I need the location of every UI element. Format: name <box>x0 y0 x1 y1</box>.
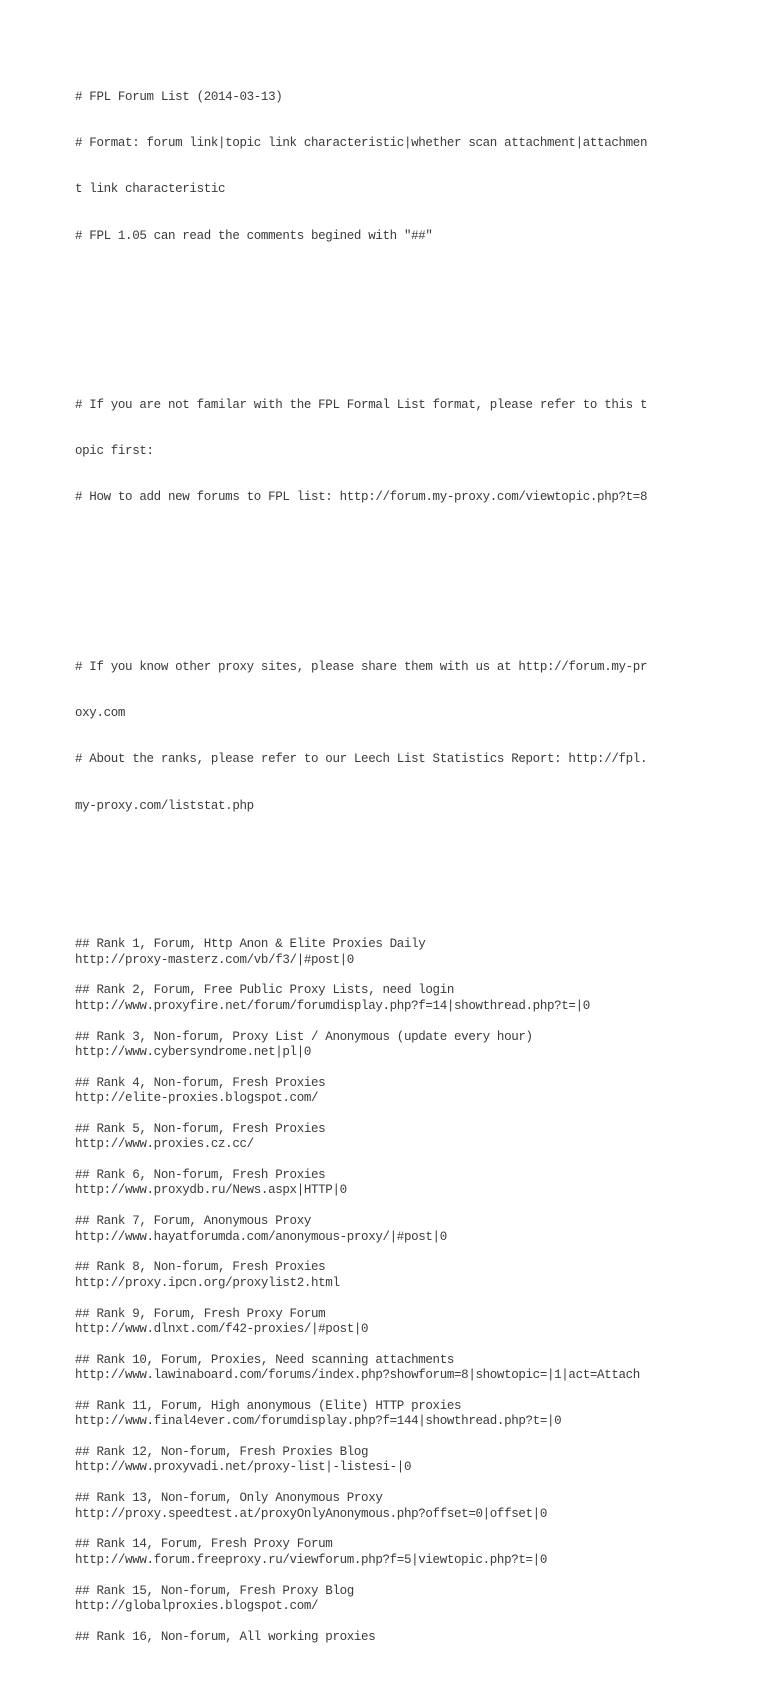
rank-entry <box>75 983 675 1014</box>
rank-comment: ## Rank 15, Non-forum, Fresh Proxy Blog <box>75 1583 354 1598</box>
rank-entry <box>75 1584 675 1615</box>
rank-comment: ## Rank 10, Forum, Proxies, Need scanning attachments <box>75 1352 455 1367</box>
rank-comment: ## Rank 13, Non-forum, Only Anonymous Proxy <box>75 1491 383 1506</box>
blank-line <box>75 306 675 321</box>
notice-line: # About the ranks, please refer to our Leech List Statistics Report: http://fpl. <box>75 752 648 767</box>
rank-entry <box>75 1122 675 1153</box>
forum-url: http://proxy.speedtest.at/proxyOnlyAnonymous.php?offset=0|offset|0 <box>75 1506 547 1521</box>
rank-comment: ## Rank 4, Non-forum, Fresh Proxies <box>75 1075 326 1090</box>
rank-comment: ## Rank 2, Forum, Free Public Proxy Lists, need login <box>75 983 455 998</box>
notice-line: my-proxy.com/liststat.php <box>75 798 254 813</box>
forum-url: http://www.lawinaboard.com/forums/index.php?showforum=8|showtopic=|1|act=Attach <box>75 1368 640 1383</box>
rank-comment: ## Rank 1, Forum, Http Anon & Elite Proxies Daily <box>75 937 426 952</box>
rank-entries-list <box>75 937 675 1645</box>
rank-entry <box>75 1537 675 1568</box>
rank-entry <box>75 1030 675 1061</box>
rank-comment: ## Rank 16, Non-forum, All working proxies <box>75 1629 376 1644</box>
forum-url: http://www.proxyvadi.net/proxy-list|-listesi-|0 <box>75 1460 412 1475</box>
forum-url: http://www.forum.freeproxy.ru/viewforum.php?f=5|viewtopic.php?t=|0 <box>75 1552 547 1567</box>
rank-entry <box>75 1168 675 1199</box>
rank-entry <box>75 1307 675 1338</box>
rank-entry <box>75 937 675 968</box>
forum-url: http://www.proxyfire.net/forum/forumdisplay.php?f=14|showthread.php?t=|0 <box>75 998 590 1013</box>
proxy-list-text <box>75 13 675 1691</box>
rank-comment: ## Rank 8, Non-forum, Fresh Proxies <box>75 1260 326 1275</box>
forum-url: http://www.dlnxt.com/f42-proxies/|#post|0 <box>75 1321 369 1336</box>
notice-block-1 <box>75 367 675 536</box>
forum-url: http://proxy.ipcn.org/proxylist2.html <box>75 1275 340 1290</box>
forum-url: http://www.hayatforumda.com/anonymous-proxy/|#post|0 <box>75 1229 447 1244</box>
rank-entry <box>75 1260 675 1291</box>
rank-comment: ## Rank 12, Non-forum, Fresh Proxies Blog <box>75 1445 369 1460</box>
blank-line <box>75 568 675 583</box>
blank-line <box>75 876 675 891</box>
rank-comment: ## Rank 5, Non-forum, Fresh Proxies <box>75 1121 326 1136</box>
rank-entry <box>75 1214 675 1245</box>
notice-line: # If you are not familar with the FPL Formal List format, please refer to this t <box>75 398 648 413</box>
forum-url: http://www.proxydb.ru/News.aspx|HTTP|0 <box>75 1183 347 1198</box>
forum-url: http://www.final4ever.com/forumdisplay.php?f=144|showthread.php?t=|0 <box>75 1414 562 1429</box>
rank-entry <box>75 1353 675 1384</box>
rank-comment: ## Rank 11, Forum, High anonymous (Elite) HTTP proxies <box>75 1398 462 1413</box>
rank-comment: ## Rank 7, Forum, Anonymous Proxy <box>75 1214 311 1229</box>
header-format-line: # Format: forum link|topic link characteristic|whether scan attachment|attachmen <box>75 136 648 151</box>
header-format-line-wrap: t link characteristic <box>75 182 226 197</box>
rank-comment: ## Rank 9, Forum, Fresh Proxy Forum <box>75 1306 326 1321</box>
rank-entry <box>75 1399 675 1430</box>
header-version-line: # FPL 1.05 can read the comments begined with "##" <box>75 228 433 243</box>
forum-url: http://elite-proxies.blogspot.com/ <box>75 1091 319 1106</box>
rank-entry <box>75 1076 675 1107</box>
notice-line: oxy.com <box>75 706 126 721</box>
rank-entry <box>75 1445 675 1476</box>
header-title-line: # FPL Forum List (2014-03-13) <box>75 90 283 105</box>
forum-url: http://www.cybersyndrome.net|pl|0 <box>75 1044 311 1059</box>
header-block <box>75 59 675 275</box>
rank-comment: ## Rank 6, Non-forum, Fresh Proxies <box>75 1168 326 1183</box>
forum-url: http://proxy-masterz.com/vb/f3/|#post|0 <box>75 952 354 967</box>
notice-block-2 <box>75 629 675 845</box>
forum-url: http://globalproxies.blogspot.com/ <box>75 1598 319 1613</box>
notice-line: # How to add new forums to FPL list: http://forum.my-proxy.com/viewtopic.php?t=8 <box>75 490 648 505</box>
notice-line: opic first: <box>75 444 154 459</box>
forum-url: http://www.proxies.cz.cc/ <box>75 1137 254 1152</box>
rank-comment: ## Rank 3, Non-forum, Proxy List / Anonymous (update every hour) <box>75 1029 533 1044</box>
rank-entry <box>75 1491 675 1522</box>
notice-line: # If you know other proxy sites, please share them with us at http://forum.my-pr <box>75 659 648 674</box>
rank-comment: ## Rank 14, Forum, Fresh Proxy Forum <box>75 1537 333 1552</box>
rank-entry <box>75 1630 675 1645</box>
